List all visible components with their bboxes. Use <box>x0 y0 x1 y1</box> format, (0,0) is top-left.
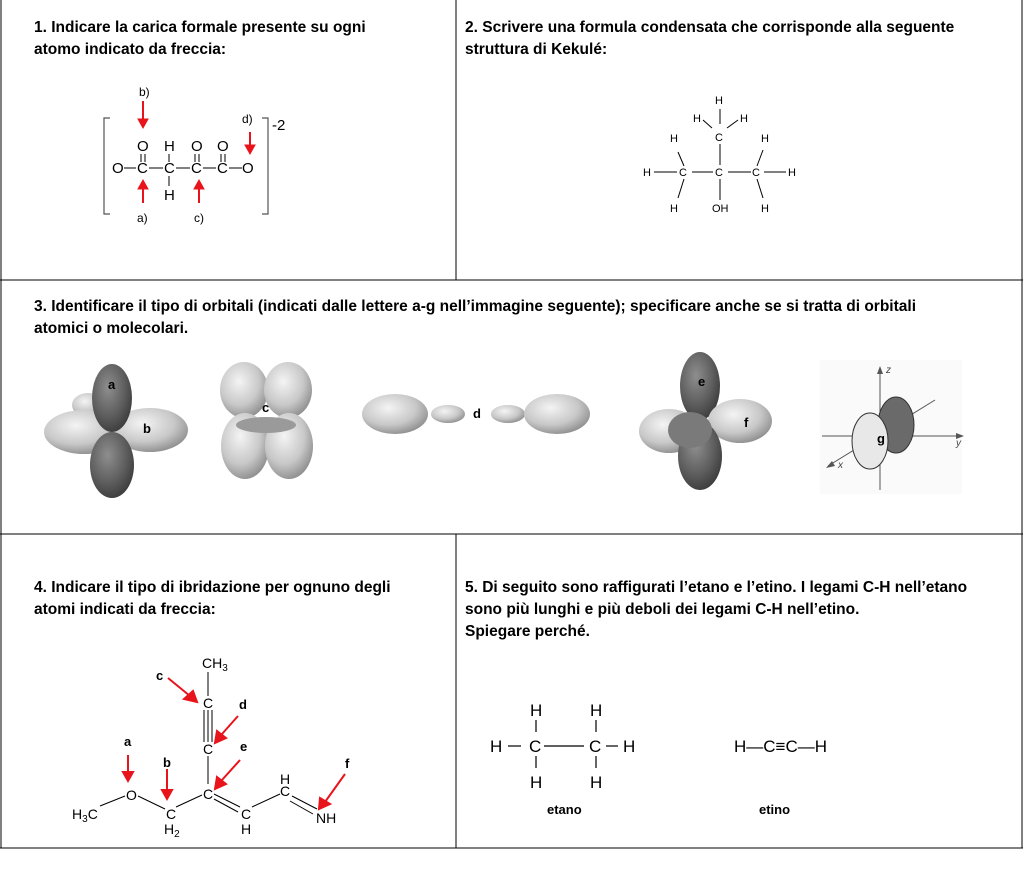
atom-c: C <box>280 783 291 799</box>
atom-c: C <box>203 786 214 802</box>
hybridization-structure <box>0 534 456 848</box>
kekule-structure <box>456 0 1023 280</box>
question-3-line-1: 3. Identificare il tipo di orbitali (indicati dalle lettere a-g nell’immagine seguente); specificare anche se si tratta di orbitali <box>34 298 917 315</box>
question-2-line-2: struttura di Kekulé: <box>465 41 608 58</box>
atom-h: H <box>740 113 748 125</box>
right-bracket <box>262 118 268 214</box>
ethane-ethyne-structures <box>456 534 1023 848</box>
orbital-label-c: c <box>262 400 270 415</box>
atom-o: O <box>112 160 124 177</box>
atom-o: O <box>126 787 137 803</box>
atom-h3c: $H_3C$ <box>72 806 98 825</box>
atom-c: C <box>679 167 687 179</box>
atom-h: H <box>693 113 701 125</box>
atom-h: H <box>761 203 769 215</box>
atom-h: H <box>490 737 503 756</box>
question-5-line-3: Spiegare perché. <box>465 623 590 640</box>
orbital-label-f: f <box>744 415 749 430</box>
question-5-line-1: 5. Di seguito sono raffigurati l’etano e l’etino. I legami C-H nell’etano <box>465 579 968 596</box>
atom-c: C <box>217 160 228 177</box>
hyb-label-d: d <box>239 697 247 712</box>
atom-h: H <box>164 187 175 204</box>
hyb-label-f: f <box>345 756 350 771</box>
label-a: a) <box>137 211 148 225</box>
hyb-label-b: b <box>163 755 171 770</box>
orbital-c <box>220 362 313 479</box>
atom-h: H <box>241 821 252 837</box>
atom-c: C <box>752 167 760 179</box>
axis-z: z <box>886 365 891 376</box>
question-3-line-2: atomici o molecolari. <box>34 320 189 337</box>
orbital-a-b <box>44 364 188 498</box>
atom-c: C <box>529 737 542 756</box>
atom-nh: NH <box>316 810 337 826</box>
atom-ch3: $CH_3$ <box>202 655 228 674</box>
atom-c: C <box>191 160 202 177</box>
atom-o: O <box>242 160 254 177</box>
orbital-label-e: e <box>698 374 706 389</box>
atom-o: O <box>191 138 203 155</box>
atom-o: O <box>137 138 149 155</box>
atom-c: C <box>166 806 177 822</box>
label-b: b) <box>139 85 150 99</box>
atom-h: H <box>623 737 636 756</box>
left-bracket <box>104 118 110 214</box>
atom-h: H <box>280 771 291 787</box>
atom-h: H <box>590 701 603 720</box>
atom-c: C <box>241 806 252 822</box>
atom-c: C <box>715 167 723 179</box>
atom-h: H <box>530 701 543 720</box>
ethyne-formula: H—C≡C—H <box>734 737 828 756</box>
hyb-label-c: c <box>156 668 164 683</box>
atom-h2: $H_2$ <box>164 821 180 840</box>
atom-c: C <box>164 160 175 177</box>
label-d: d) <box>242 112 253 126</box>
question-3-cell <box>0 280 1023 534</box>
orbital-e-f <box>639 352 772 490</box>
axis-x: x <box>838 460 843 471</box>
orbitals-figure <box>0 280 1023 534</box>
atom-oh: OH <box>712 203 729 215</box>
atom-c: C <box>137 160 148 177</box>
ethane-label: etano <box>547 802 582 817</box>
orbital-label-d: d <box>473 406 481 421</box>
atom-c: C <box>715 132 723 144</box>
atom-h: H <box>715 95 723 107</box>
question-4-cell <box>0 534 456 848</box>
question-1-line-2: atomo indicato da freccia: <box>34 41 227 58</box>
question-2-cell <box>456 0 1023 280</box>
atom-h: H <box>530 773 543 792</box>
question-5-line-2: sono più lunghi e più deboli dei legami C-H nell’etino. <box>465 601 860 618</box>
question-5-cell <box>456 534 1023 848</box>
atom-c: C <box>203 695 214 711</box>
malonate-structure <box>0 0 456 280</box>
orbital-g <box>820 360 964 494</box>
hyb-label-a: a <box>124 734 132 749</box>
atom-h: H <box>164 138 175 155</box>
orbital-label-b: b <box>143 421 151 436</box>
orbital-label-a: a <box>108 377 116 392</box>
question-2-line-1: 2. Scrivere una formula condensata che corrisponde alla seguente <box>465 19 955 36</box>
atom-h: H <box>590 773 603 792</box>
atom-h: H <box>761 133 769 145</box>
question-4-line-2: atomi indicati da freccia: <box>34 601 216 618</box>
atom-h: H <box>670 133 678 145</box>
atom-h: H <box>788 167 796 179</box>
atom-h: H <box>643 167 651 179</box>
hyb-label-e: e <box>240 739 248 754</box>
question-4-line-1: 4. Indicare il tipo di ibridazione per ognuno degli <box>34 579 391 596</box>
atom-o: O <box>217 138 229 155</box>
red-arrows <box>123 678 345 809</box>
question-1-line-1: 1. Indicare la carica formale presente su ogni <box>34 19 366 36</box>
atom-c: C <box>203 741 214 757</box>
question-1-cell <box>0 0 456 280</box>
ethyne-label: etino <box>759 802 791 817</box>
orbital-label-g: g <box>877 431 885 446</box>
atom-c: C <box>589 737 602 756</box>
charge-label: -2 <box>272 117 286 134</box>
axis-y: y <box>956 438 961 449</box>
label-c: c) <box>194 211 204 225</box>
atom-h: H <box>670 203 678 215</box>
